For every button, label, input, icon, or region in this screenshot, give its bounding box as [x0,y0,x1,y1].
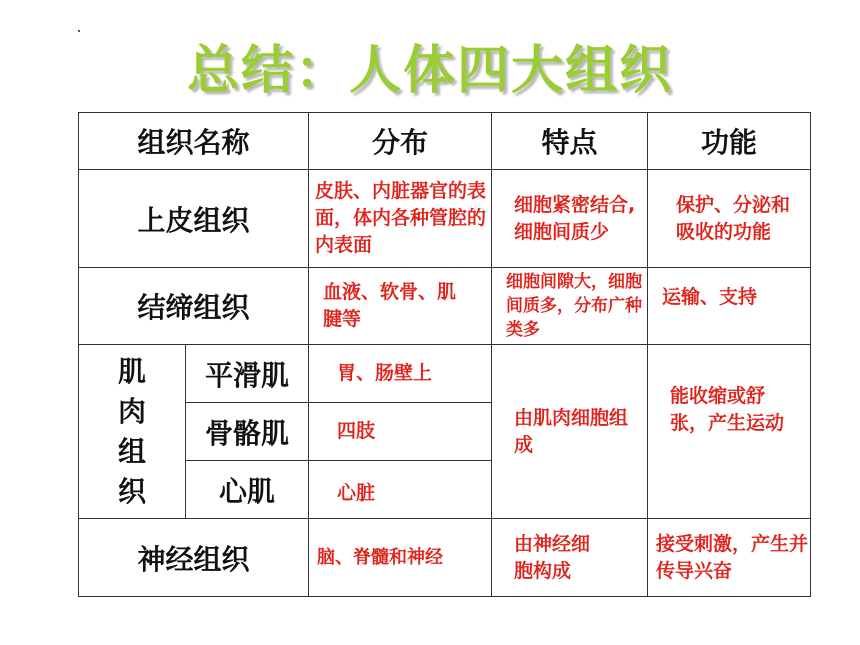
cardiac-muscle-distribution: 心脏 [309,461,492,519]
header-distribution: 分布 [309,113,492,170]
nervous-name: 神经组织 [79,519,309,597]
muscle-char-1: 肌 [117,354,146,388]
table-row-nervous [79,519,811,597]
muscle-char-4: 织 [117,474,146,508]
epithelial-name: 上皮组织 [79,170,309,268]
table-row-epithelial [79,170,811,268]
smooth-muscle-distribution: 胃、肠壁上 [309,345,492,403]
header-function: 功能 [648,113,811,170]
smooth-muscle-name: 平滑肌 [186,345,309,403]
connective-name: 结缔组织 [79,268,309,345]
skeletal-muscle-name: 骨骼肌 [186,403,309,461]
nervous-feature: 由神经细胞构成 [492,519,648,597]
connective-feature: 细胞间隙大，细胞间质多，分布广种类多 [492,268,648,345]
epithelial-distribution: 皮肤、内脏器官的表面，体内各种管腔的内表面 [309,170,492,268]
cardiac-muscle-name: 心肌 [186,461,309,519]
header-row [79,113,811,170]
page-title: 总结：人体四大组织 [186,41,673,101]
muscle-char-3: 组 [117,434,146,468]
epithelial-feature: 细胞紧密结合,细胞间质少 [492,170,648,268]
muscle-tissue-name [79,345,186,519]
table-row-smooth-muscle [79,345,811,403]
epithelial-function: 保护、分泌和吸收的功能 [648,170,811,268]
skeletal-muscle-distribution: 四肢 [309,403,492,461]
muscle-char-2: 肉 [117,394,146,428]
table-row-connective [79,268,811,345]
nervous-function: 接受刺激，产生并传导兴奋 [648,519,811,597]
header-feature: 特点 [492,113,648,170]
muscle-function: 能收缩或舒张，产生运动 [648,345,811,519]
connective-function: 运输、支持 [648,268,811,345]
nervous-distribution: 脑、脊髓和神经 [309,519,492,597]
tissue-summary-table [78,112,811,597]
muscle-feature: 由肌肉细胞组成 [492,345,648,519]
header-tissue-name: 组织名称 [79,113,309,170]
connective-distribution: 血液、软骨、肌腱等 [309,268,492,345]
